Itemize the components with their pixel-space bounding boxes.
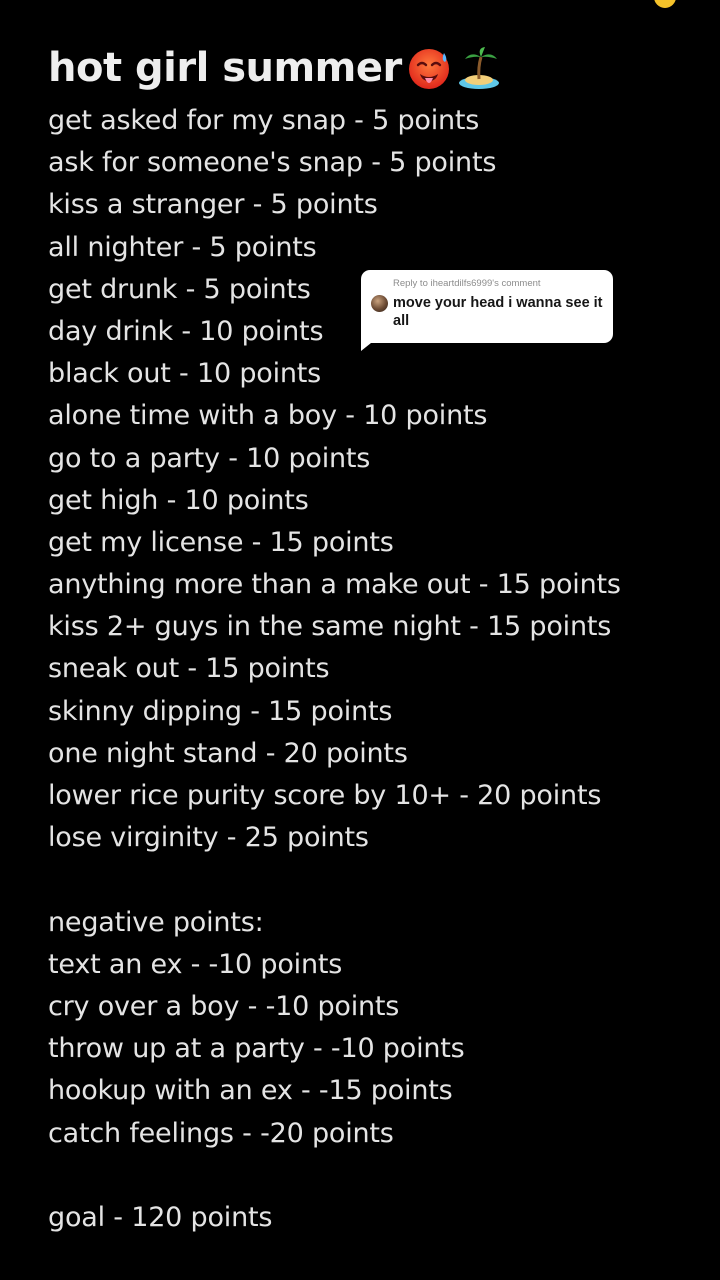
list-item: alone time with a boy - 10 points [48, 400, 488, 432]
list-item: get drunk - 5 points [48, 273, 311, 305]
desert-island-emoji-icon [456, 45, 502, 91]
list-item: sneak out - 15 points [48, 653, 330, 685]
list-item: catch feelings - -20 points [48, 1117, 394, 1149]
title-row [48, 36, 708, 100]
list-item: cry over a boy - -10 points [48, 990, 400, 1022]
list-item: black out - 10 points [48, 358, 322, 390]
list-item: kiss a stranger - 5 points [48, 189, 378, 221]
spacer [48, 859, 708, 901]
negative-items-list [48, 944, 708, 1155]
list-item: get my license - 15 points [48, 526, 394, 558]
notes-text [48, 36, 708, 1239]
list-item: get asked for my snap - 5 points [48, 105, 480, 136]
note-title: hot girl summer [48, 45, 402, 91]
list-item: day drink - 10 points [48, 315, 324, 347]
list-item: throw up at a party - -10 points [48, 1033, 465, 1065]
reply-text: move your head i wanna see it all [393, 295, 603, 329]
list-item: anything more than a make out - 15 points [48, 569, 621, 601]
list-item: get high - 10 points [48, 484, 309, 516]
hot-face-emoji-icon [406, 45, 452, 91]
positive-items-list [48, 100, 708, 859]
list-item: text an ex - -10 points [48, 948, 343, 980]
emoji-edge-icon [654, 0, 676, 8]
list-item: lower rice purity score by 10+ - 20 points [48, 780, 602, 811]
reply-body [371, 294, 603, 330]
negative-heading: negative points: [48, 906, 264, 938]
list-item: skinny dipping - 15 points [48, 695, 393, 727]
list-item: kiss 2+ guys in the same night - 15 points [48, 611, 612, 643]
list-item: go to a party - 10 points [48, 442, 371, 474]
reply-header: Reply to iheartdilfs6999's comment [393, 278, 541, 289]
list-item: hookup with an ex - -15 points [48, 1075, 453, 1107]
reply-comment-bubble[interactable] [361, 270, 613, 343]
goal-line: goal - 120 points [48, 1201, 273, 1233]
spacer [48, 1155, 708, 1197]
list-item: all nighter - 5 points [48, 231, 317, 263]
list-item: one night stand - 20 points [48, 737, 408, 769]
list-item: ask for someone's snap - 5 points [48, 147, 497, 179]
list-item: lose virginity - 25 points [48, 822, 369, 854]
avatar [371, 295, 388, 312]
